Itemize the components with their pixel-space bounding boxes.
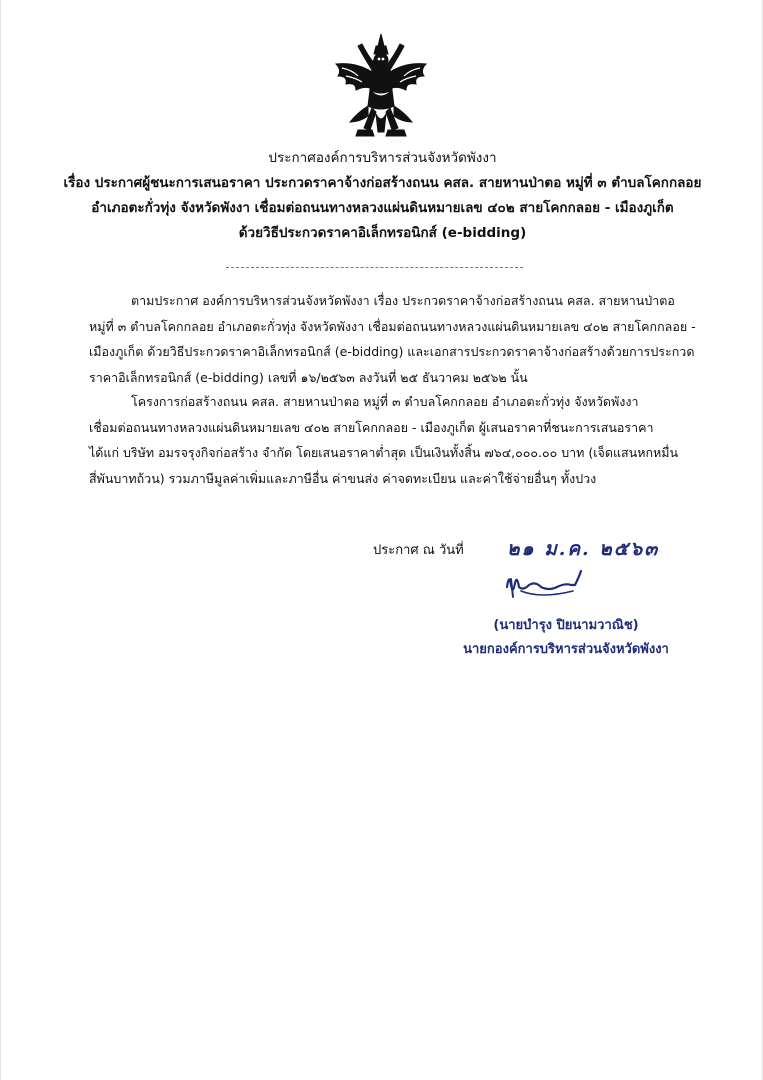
para1-line-4: ราคาอิเล็กทรอนิกส์ (e-bidding) เลขที่ ๑๖/๒๕๖๓ ลงวันที่ ๒๕ ธันวาคม ๒๕๖๒ นั้น: [89, 369, 528, 385]
para1-line-1: ตามประกาศ องค์การบริหารส่วนจังหวัดพังงา เรื่อง ประกวดราคาจ้างก่อสร้างถนน คสล. สายหานป่าตอ: [131, 293, 675, 308]
para1-line-3: เมืองภูเก็ต ด้วยวิธีประกวดราคาอิเล็กทรอนิกส์ (e-bidding) และเอกสารประกวดราคาจ้างก่อสร้างด้วยการประกวด: [89, 344, 695, 359]
para2-line-4: สี่พันบาทถ้วน) รวมภาษีมูลค่าเพิ่มและภาษีอื่น ค่าขนส่ง ค่าจดทะเบียน และค่าใช้จ่ายอื่นๆ ทั้งปวง: [89, 470, 597, 486]
announce-label: ประกาศ ณ วันที่: [373, 543, 464, 558]
paragraph-1: [89, 288, 696, 390]
paragraph-2: [89, 389, 678, 491]
signature-icon: [501, 565, 591, 605]
handwritten-date: ๒๑ ม.ค. ๒๕๖๓: [507, 538, 660, 560]
garuda-emblem-icon: [328, 32, 434, 140]
subject-line-1: เรื่อง ประกาศผู้ชนะการเสนอราคา ประกวดราคาจ้างก่อสร้างถนน คสล. สายหานป่าตอ หมู่ที่ ๓ ตำบลโคกกลอย: [63, 175, 702, 191]
signer-title: นายกองค์การบริหารส่วนจังหวัดพังงา: [463, 642, 669, 657]
org-title: ประกาศองค์การบริหารส่วนจังหวัดพังงา: [268, 150, 497, 166]
para2-line-3: ได้แก่ บริษัท อมรจรุงกิจก่อสร้าง จำกัด โดยเสนอราคาต่ำสุด เป็นเงินทั้งสิ้น ๗๖๔,๐๐๐.๐๐ บาท (เจ็ดแสนหกหมื่น: [89, 445, 679, 460]
header-divider: [226, 267, 523, 268]
signer-name: (นายบำรุง ปิยนามวาณิช): [493, 618, 639, 633]
subject-line-2: อำเภอตะกั่วทุ่ง จังหวัดพังงา เชื่อมต่อถนนทางหลวงแผ่นดินหมายเลข ๔๐๒ สายโคกกลอย - เมืองภูเก็ต: [91, 200, 674, 216]
document-header: [61, 146, 704, 246]
para1-line-2: หมู่ที่ ๓ ตำบลโคกกลอย อำเภอตะกั่วทุ่ง จังหวัดพังงา เชื่อมต่อถนนทางหลวงแผ่นดินหมายเลข ๔๐๒ สายโคกกลอย -: [89, 318, 696, 334]
para2-line-2: เชื่อมต่อถนนทางหลวงแผ่นดินหมายเลข ๔๐๒ สายโคกกลอย - เมืองภูเก็ต ผู้เสนอราคาที่ชนะการเสนอราคา: [89, 419, 654, 435]
para2-line-1: โครงการก่อสร้างถนน คสล. สายหานป่าตอ หมู่ที่ ๓ ตำบลโคกกลอย อำเภอตะกั่วทุ่ง จังหวัดพังงา: [131, 394, 639, 409]
subject-line-3: ด้วยวิธีประกวดราคาอิเล็กทรอนิกส์ (e-bidding): [238, 225, 527, 241]
